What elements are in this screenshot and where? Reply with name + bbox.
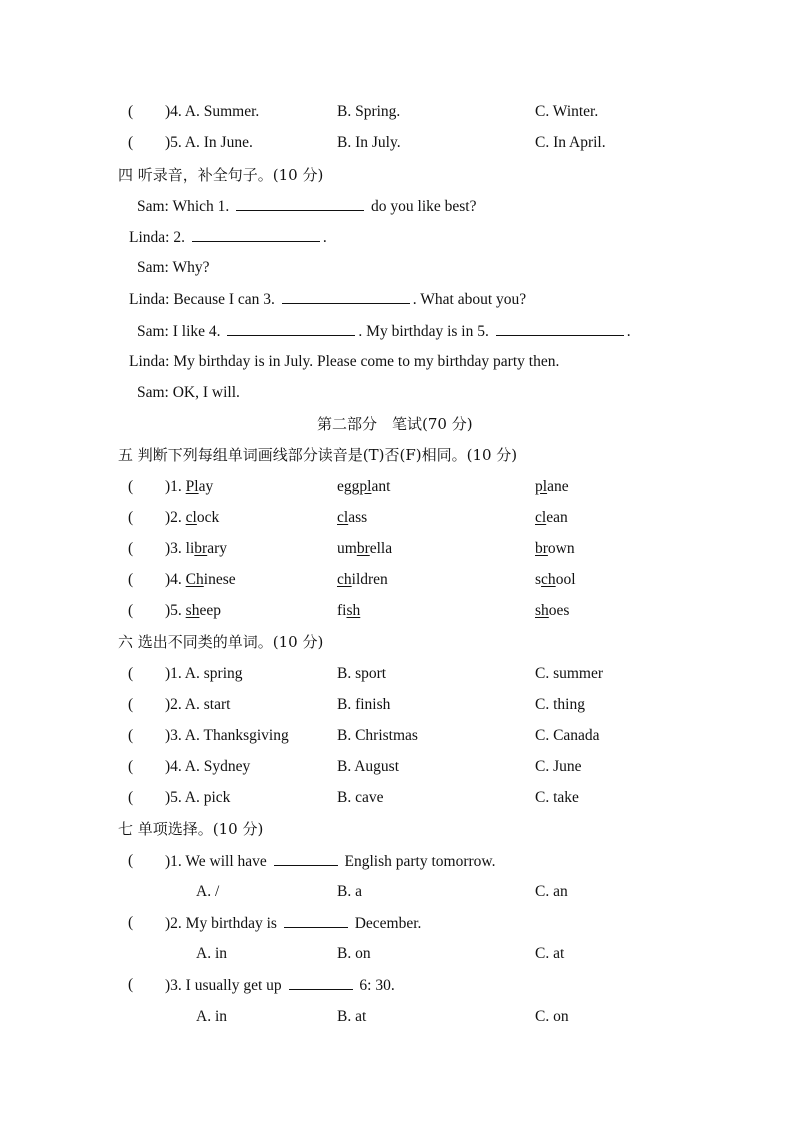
section-6-title: 六 选出不同类的单词。(10 分) (118, 633, 324, 651)
question-text: 6: 30. (355, 977, 395, 994)
underlined-part: ch (541, 571, 556, 588)
dialog-line (0, 195, 793, 217)
underlined-part: sh (185, 602, 200, 619)
options-row (0, 1006, 793, 1028)
option-b: B. Spring. (337, 103, 401, 120)
answer-blank[interactable] (284, 912, 348, 928)
option-c: C. June (535, 758, 582, 775)
option-a: A. in (196, 1008, 227, 1025)
option-c: C. thing (535, 696, 585, 713)
option-c: C. an (535, 883, 568, 900)
dialog-text: Linda: 2. (129, 229, 189, 246)
dialog-text: do you like best? (367, 198, 477, 215)
dialog-text: . (322, 229, 327, 246)
section-4-title: 四 听录音，补全句子。(10 分) (118, 166, 324, 184)
question-row (0, 725, 793, 747)
option-b: B. In July. (337, 134, 401, 151)
underlined-part: pl (535, 478, 548, 495)
option-b: B. sport (337, 665, 387, 682)
question-row: ( )1. Play eggplant plane (0, 476, 793, 498)
dialog-text: . What about you? (412, 291, 527, 308)
word-3: brown (535, 540, 575, 557)
answer-paren[interactable]: ( (128, 727, 134, 744)
dialog-text: Sam: Why? (137, 259, 210, 276)
question-row (0, 132, 793, 154)
question-row (0, 694, 793, 716)
option-b: B. Christmas (337, 727, 418, 744)
answer-blank[interactable] (289, 974, 353, 990)
underlined-part: sh (535, 602, 549, 619)
option-c: C. Canada (535, 727, 600, 744)
word-2: umbrella (337, 540, 393, 557)
answer-blank-1[interactable] (236, 195, 364, 211)
option-c: C. Winter. (535, 103, 599, 120)
answer-paren[interactable]: ( (128, 602, 134, 619)
question-option-a: )3. A. Thanksgiving (165, 727, 289, 744)
question-number: )5. (165, 602, 186, 619)
section-5-title: 五 判断下列每组单词画线部分读音是(T)否(F)相同。(10 分) (118, 446, 518, 464)
word-3: clean (535, 509, 568, 526)
section-title (0, 164, 793, 186)
question-option-a: )5. A. In June. (165, 134, 253, 151)
options-row (0, 881, 793, 903)
underlined-part: br (356, 540, 370, 557)
section-7-title: 七 单项选择。(10 分) (118, 820, 264, 838)
answer-paren[interactable]: ( (128, 665, 134, 682)
answer-paren[interactable]: ( (128, 571, 134, 588)
question-row (0, 787, 793, 809)
question-option-a: )5. A. pick (165, 789, 231, 806)
question-text: )1. We will have (165, 853, 271, 870)
answer-paren[interactable]: ( (128, 789, 134, 806)
underlined-part: br (535, 540, 548, 557)
underlined-part: br (194, 540, 208, 557)
dialog-line (0, 226, 793, 248)
question-option-a: )2. A. start (165, 696, 231, 713)
option-b: B. at (337, 1008, 367, 1025)
answer-paren[interactable]: ( (128, 976, 134, 993)
question-row: ( )5. sheep fish shoes (0, 600, 793, 622)
question-option-a: )4. A. Sydney (165, 758, 251, 775)
word-3: shoes (535, 602, 570, 619)
question-number: )1. (165, 478, 186, 495)
question-row (0, 756, 793, 778)
word-2: fish (337, 602, 361, 619)
question-row (0, 912, 793, 934)
question-row: ( )4. Chinese children school (0, 569, 793, 591)
option-b: B. finish (337, 696, 391, 713)
question-text: )2. My birthday is (165, 915, 281, 932)
answer-paren[interactable]: ( (128, 696, 134, 713)
underlined-part: cl (535, 509, 547, 526)
answer-paren[interactable]: ( (128, 852, 134, 869)
question-row (0, 974, 793, 996)
question-number: )3. (165, 540, 186, 557)
dialog-text: Linda: My birthday is in July. Please come to my birthday party then. (129, 353, 560, 370)
underlined-part: ch (337, 571, 352, 588)
option-c: C. summer (535, 665, 604, 682)
dialog-text: . (626, 323, 631, 340)
underlined-part: sh (346, 602, 361, 619)
answer-paren[interactable]: ( (128, 758, 134, 775)
question-text: December. (350, 915, 422, 932)
option-b: B. August (337, 758, 400, 775)
answer-paren[interactable]: ( (128, 540, 134, 557)
underlined-part: cl (337, 509, 349, 526)
question-row: ( )3. library umbrella brown (0, 538, 793, 560)
dialog-text: . My birthday is in 5. (358, 323, 493, 340)
dialog-text: Sam: Which 1. (137, 198, 234, 215)
answer-blank-3[interactable] (282, 288, 410, 304)
answer-paren[interactable]: ( (128, 134, 134, 151)
answer-blank-4[interactable] (227, 320, 355, 336)
underlined-part: Ch (185, 571, 204, 588)
question-row (0, 850, 793, 872)
dialog-line (0, 382, 793, 404)
section-title (0, 631, 793, 653)
underlined-part: pl (359, 478, 372, 495)
option-a: A. in (196, 945, 227, 962)
option-b: B. on (337, 945, 371, 962)
question-option-a: )1. A. spring (165, 665, 243, 682)
option-a: A. / (196, 883, 220, 900)
part-title (0, 413, 793, 435)
word-2: class (337, 509, 368, 526)
option-c: C. In April. (535, 134, 606, 151)
question-row (0, 101, 793, 123)
section-title (0, 818, 793, 840)
word-3: plane (535, 478, 569, 495)
answer-blank-2[interactable] (192, 226, 320, 242)
options-row (0, 943, 793, 965)
option-c: C. take (535, 789, 579, 806)
section-title (0, 444, 793, 466)
question-row: ( )2. clock class clean (0, 507, 793, 529)
word-3: school (535, 571, 576, 588)
dialog-line (0, 288, 793, 310)
question-option-a: )4. A. Summer. (165, 103, 260, 120)
answer-blank[interactable] (274, 850, 338, 866)
option-c: C. at (535, 945, 565, 962)
answer-paren[interactable]: ( (128, 103, 134, 120)
answer-paren[interactable]: ( (128, 914, 134, 931)
option-c: C. on (535, 1008, 569, 1025)
option-b: B. a (337, 883, 362, 900)
answer-paren[interactable]: ( (128, 509, 134, 526)
dialog-line (0, 257, 793, 279)
word-2: eggplant (337, 478, 391, 495)
answer-blank-5[interactable] (496, 320, 624, 336)
option-b: B. cave (337, 789, 384, 806)
dialog-text: Sam: OK, I will. (137, 384, 240, 401)
question-text: English party tomorrow. (340, 853, 496, 870)
dialog-line (0, 320, 793, 342)
question-row (0, 663, 793, 685)
dialog-text: Sam: I like 4. (137, 323, 225, 340)
underlined-part: Pl (185, 478, 199, 495)
word-2: children (337, 571, 388, 588)
dialog-text: Linda: Because I can 3. (129, 291, 279, 308)
question-number: )4. (165, 571, 186, 588)
answer-paren[interactable]: ( (128, 478, 134, 495)
underlined-part: cl (185, 509, 197, 526)
question-number: )2. (165, 509, 186, 526)
question-text: )3. I usually get up (165, 977, 286, 994)
dialog-line (0, 351, 793, 373)
part-2-title: 第二部分 笔试(70 分) (317, 415, 473, 433)
